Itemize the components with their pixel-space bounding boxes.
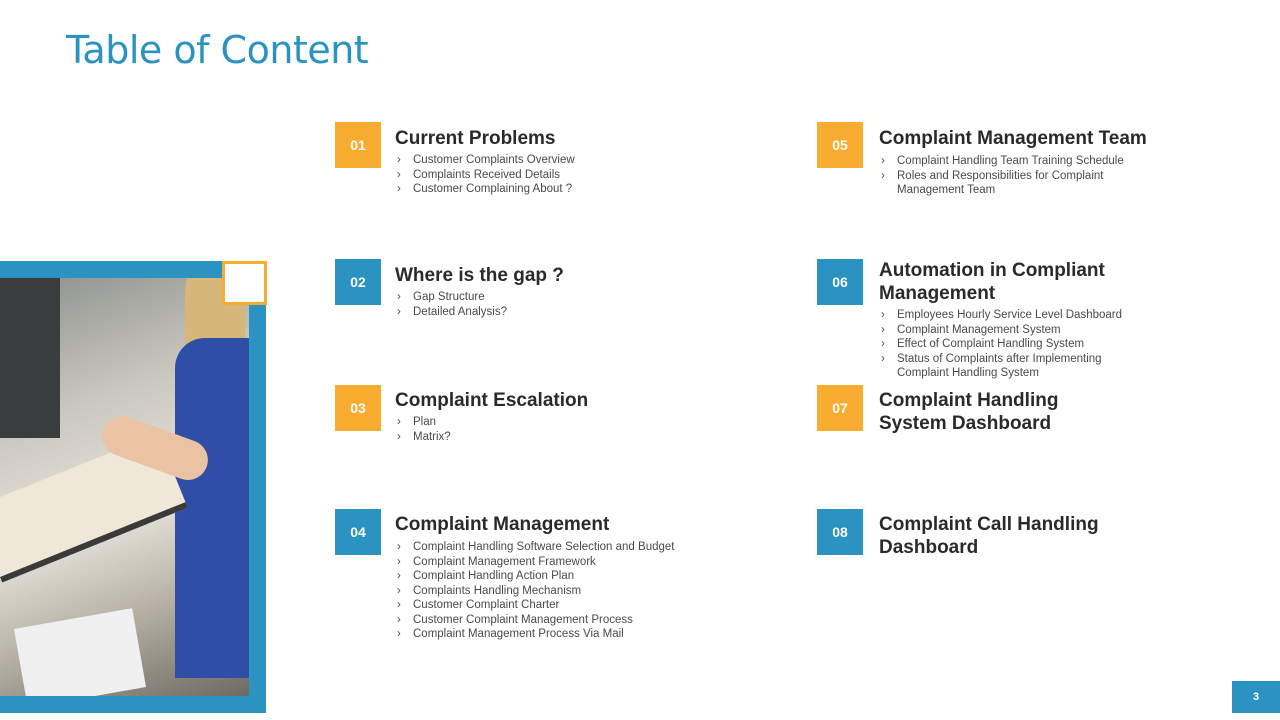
subitem: › Gap Structure — [395, 290, 507, 305]
item-title-line: Management — [879, 283, 996, 304]
subitem: › Complaint Handling Team Training Schedule — [879, 154, 1124, 169]
subitem: › Status of Complaints after Implementing — [879, 352, 1122, 367]
subitem: › Customer Complaints Overview — [395, 153, 575, 168]
item-number-badge: 03 — [335, 385, 381, 431]
item-title-line: Dashboard — [879, 537, 979, 558]
subitem: › Customer Complaint Management Process — [395, 613, 674, 628]
item-title: Where is the gap ? — [395, 265, 564, 286]
subitem: › Matrix? — [395, 430, 451, 445]
item-number-badge: 05 — [817, 122, 863, 168]
item-title — [879, 513, 1099, 559]
subitem: › Complaints Handling Mechanism — [395, 584, 674, 599]
subitem: › Complaint Management System — [879, 323, 1122, 338]
subitem: › Complaint Management Framework — [395, 555, 674, 570]
item-title-line: System Dashboard — [879, 413, 1052, 434]
subitem: › Plan — [395, 415, 451, 430]
subitem-list — [395, 290, 507, 319]
item-title: Complaint Management — [395, 514, 610, 535]
subitem: › Employees Hourly Service Level Dashboard — [879, 308, 1122, 323]
item-number-badge: 01 — [335, 122, 381, 168]
slide-title: Table of Content — [66, 28, 369, 72]
subitem-list — [395, 415, 451, 444]
office-photo — [0, 278, 249, 696]
item-title-line: Complaint Handling — [879, 390, 1059, 411]
subitem: Complaint Handling System — [897, 367, 1039, 379]
item-title: Complaint Management Team — [879, 128, 1147, 149]
item-number-badge: 06 — [817, 259, 863, 305]
subitem-list — [395, 153, 575, 197]
item-title-line: Automation in Compliant — [879, 260, 1105, 281]
item-number-badge: 08 — [817, 509, 863, 555]
item-number-badge: 02 — [335, 259, 381, 305]
subitem-list — [879, 308, 1122, 381]
subitem: › Roles and Responsibilities for Complaint — [879, 169, 1124, 184]
item-number-badge: 04 — [335, 509, 381, 555]
subitem-list — [879, 154, 1124, 198]
subitem: › Customer Complaint Charter — [395, 598, 674, 613]
subitem: › Detailed Analysis? — [395, 305, 507, 320]
item-number-badge: 07 — [817, 385, 863, 431]
subitem: › Complaint Handling Software Selection and Budget — [395, 540, 674, 555]
subitem: › Complaint Management Process Via Mail — [395, 627, 674, 642]
subitem: › Complaints Received Details — [395, 168, 575, 183]
subitem: › Customer Complaining About ? — [395, 182, 575, 197]
item-title: Current Problems — [395, 128, 556, 149]
item-title — [879, 389, 1058, 435]
item-title: Complaint Escalation — [395, 390, 589, 411]
item-title-line: Complaint Call Handling — [879, 514, 1099, 535]
decorative-corner-box — [222, 261, 267, 305]
item-title — [879, 259, 1105, 305]
subitem: Management Team — [897, 184, 996, 196]
subitem: › Effect of Complaint Handling System — [879, 337, 1122, 352]
photo-frame — [0, 261, 266, 713]
page-number: 3 — [1232, 681, 1280, 713]
subitem-list — [395, 540, 674, 642]
subitem: › Complaint Handling Action Plan — [395, 569, 674, 584]
